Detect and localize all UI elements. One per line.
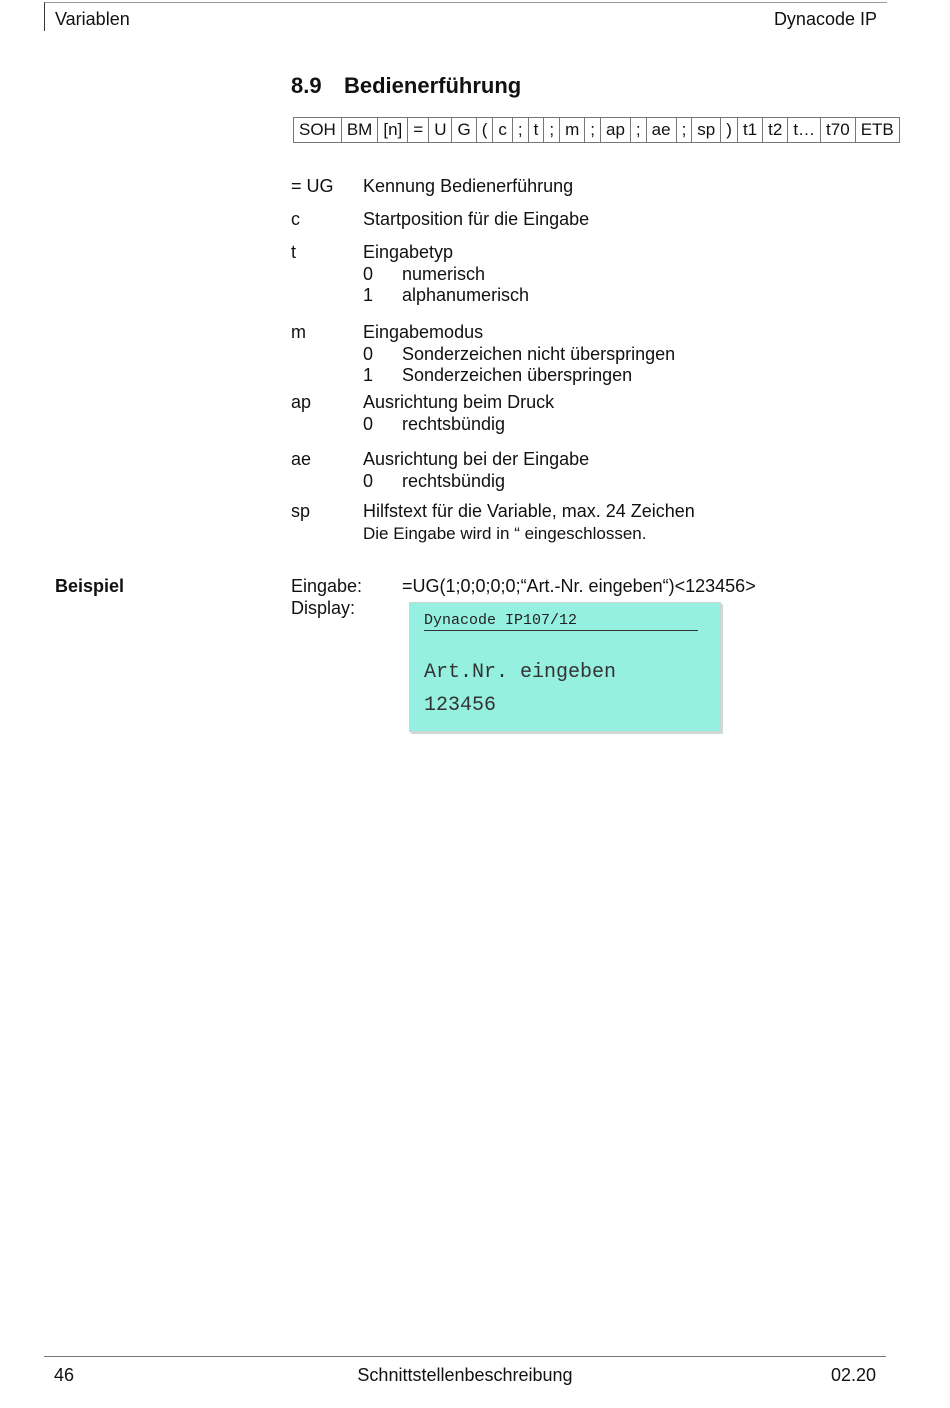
syntax-cell: m xyxy=(559,117,585,143)
syntax-cell: BM xyxy=(341,117,379,143)
example-display-row xyxy=(291,598,355,619)
syntax-cell: t70 xyxy=(820,117,856,143)
syntax-cell: t xyxy=(528,117,545,143)
option-text: Sonderzeichen überspringen xyxy=(402,365,633,385)
option-code: 0 xyxy=(363,343,374,364)
param-key: = UG xyxy=(291,176,334,196)
option-code: 0 xyxy=(363,263,374,284)
example-input-label: Eingabe: xyxy=(291,576,363,596)
param-key: c xyxy=(291,209,300,229)
option-code: 1 xyxy=(363,285,374,305)
param-desc: Eingabetyp xyxy=(363,242,454,262)
option-text: rechtsbündig xyxy=(402,470,506,491)
syntax-cell: t2 xyxy=(762,117,788,143)
example-input-row xyxy=(291,576,756,597)
param-desc: Ausrichtung beim Druck xyxy=(363,392,555,412)
syntax-cell: t1 xyxy=(737,117,763,143)
param-desc: Eingabemodus xyxy=(363,322,484,342)
example-display-label: Display: xyxy=(291,598,356,618)
param-desc: Ausrichtung bei der Eingabe xyxy=(363,449,590,469)
syntax-cell: ; xyxy=(543,117,560,143)
footer-page-number: 46 xyxy=(54,1365,75,1385)
header-chapter: Variablen xyxy=(55,9,130,29)
page-header xyxy=(44,2,887,31)
section-title xyxy=(291,73,521,99)
syntax-cell: ; xyxy=(512,117,529,143)
syntax-cell: G xyxy=(451,117,476,143)
syntax-cell: c xyxy=(492,117,513,143)
option-text: rechtsbündig xyxy=(402,413,506,434)
syntax-cell: SOH xyxy=(293,117,342,143)
syntax-cell: ap xyxy=(600,117,631,143)
syntax-cell: ae xyxy=(646,117,677,143)
option-code: 0 xyxy=(363,413,374,434)
param-option xyxy=(363,414,554,436)
param-note: Die Eingabe wird in “ eingeschlossen. xyxy=(363,523,647,543)
example-input-value: =UG(1;0;0;0;0;“Art.-Nr. eingeben“)<123456> xyxy=(402,576,756,596)
syntax-cell: ; xyxy=(584,117,601,143)
lcd-header: Dynacode IP107/12 xyxy=(424,612,698,631)
footer-version: 02.20 xyxy=(830,1365,876,1385)
syntax-cell: = xyxy=(407,117,429,143)
option-code: 1 xyxy=(363,365,374,385)
syntax-cell: U xyxy=(428,117,452,143)
lcd-line-value: 123456 xyxy=(424,694,497,717)
option-text: numerisch xyxy=(402,263,486,284)
section-number: 8.9 xyxy=(291,73,322,98)
syntax-cell: ETB xyxy=(855,117,900,143)
param-option xyxy=(363,471,589,493)
param-option xyxy=(363,285,529,307)
lcd-line-prompt: Art.Nr. eingeben xyxy=(424,661,617,684)
param-desc: Startposition für die Eingabe xyxy=(363,209,590,229)
param-key: t xyxy=(291,242,297,262)
syntax-cell: ) xyxy=(720,117,738,143)
option-text: Sonderzeichen nicht überspringen xyxy=(402,343,676,364)
option-text: alphanumerisch xyxy=(402,285,530,305)
page-footer xyxy=(44,1356,886,1397)
syntax-cell: t… xyxy=(787,117,821,143)
footer-document-title: Schnittstellenbeschreibung xyxy=(357,1365,573,1385)
command-syntax-row xyxy=(293,117,899,143)
param-desc: Hilfstext für die Variable, max. 24 Zeichen xyxy=(363,501,695,521)
param-desc: Kennung Bedienerführung xyxy=(363,176,574,196)
syntax-cell: ; xyxy=(630,117,647,143)
syntax-cell: ; xyxy=(676,117,693,143)
option-code: 0 xyxy=(363,470,374,491)
param-key: ae xyxy=(291,449,312,469)
lcd-display-screenshot xyxy=(409,602,721,732)
section-heading: Bedienerführung xyxy=(344,73,522,98)
syntax-cell: sp xyxy=(691,117,721,143)
syntax-cell: [n] xyxy=(377,117,408,143)
syntax-cell: ( xyxy=(476,117,494,143)
param-option xyxy=(363,264,529,286)
header-product: Dynacode IP xyxy=(773,9,877,29)
param-option xyxy=(363,365,675,387)
param-key: m xyxy=(291,322,306,342)
param-option xyxy=(363,344,675,366)
param-key: ap xyxy=(291,392,312,412)
param-key: sp xyxy=(291,501,311,521)
example-label: Beispiel xyxy=(55,576,125,596)
